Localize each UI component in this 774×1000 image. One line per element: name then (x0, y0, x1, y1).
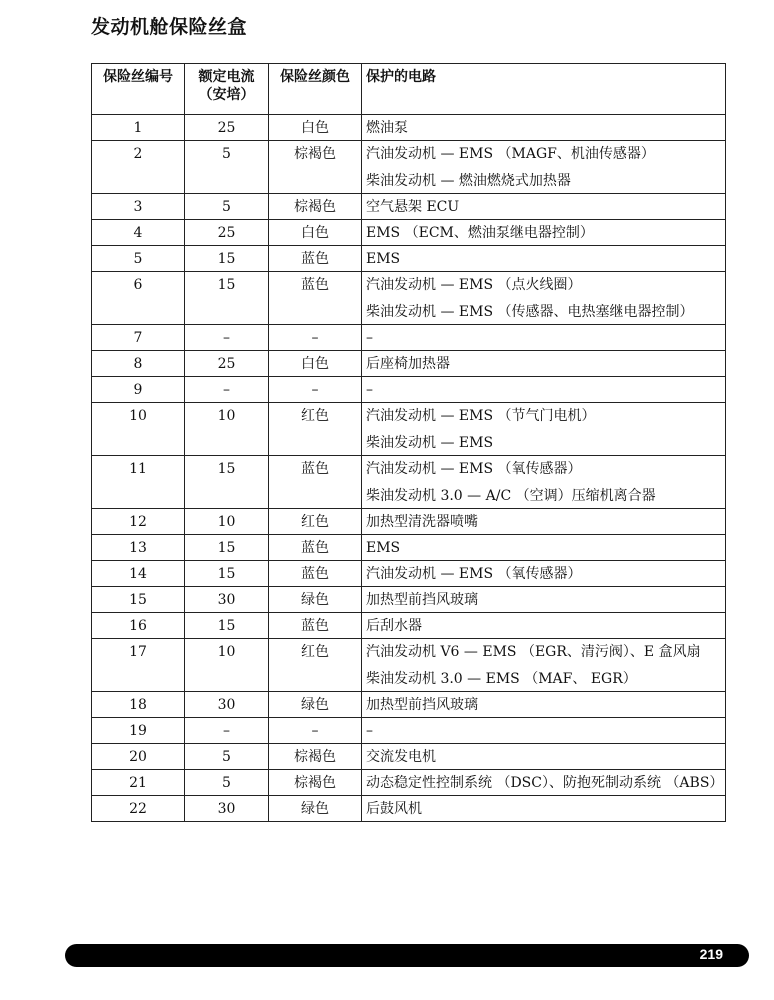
fuse-number-cell: 9 (92, 377, 185, 403)
fuse-number-cell: 10 (92, 403, 185, 456)
fuse-number-cell: 18 (92, 692, 185, 718)
fuse-color-cell: 白色 (269, 351, 362, 377)
fuse-color-cell: 绿色 (269, 796, 362, 822)
table-row (92, 377, 726, 403)
circuit-line: 汽油发动机 — EMS （节气门电机） (366, 408, 596, 424)
fuse-number-cell: 8 (92, 351, 185, 377)
circuit-line: 汽油发动机 — EMS （MAGF、机油传感器） (366, 146, 655, 162)
circuit-line: 加热型清洗器喷嘴 (366, 514, 478, 530)
rating-cell: 15 (185, 246, 269, 272)
rating-cell: 5 (185, 194, 269, 220)
table-row (92, 456, 726, 509)
rating-cell: 5 (185, 141, 269, 194)
rating-cell: 30 (185, 587, 269, 613)
circuit-line: – (366, 382, 373, 398)
fuse-number-cell: 3 (92, 194, 185, 220)
fuse-number-cell: 4 (92, 220, 185, 246)
protected-circuit-cell (362, 770, 726, 796)
table-row (92, 272, 726, 325)
table-row (92, 561, 726, 587)
fuse-table (91, 63, 726, 822)
protected-circuit-cell (362, 377, 726, 403)
circuit-line: 柴油发动机 3.0 — EMS （MAF、 EGR） (366, 671, 637, 687)
circuit-line: 汽油发动机 — EMS （氧传感器） (366, 461, 582, 477)
fuse-color-cell: 红色 (269, 639, 362, 692)
table-row (92, 220, 726, 246)
protected-circuit-cell (362, 796, 726, 822)
rating-cell: – (185, 377, 269, 403)
circuit-line: 空气悬架 ECU (366, 199, 460, 215)
circuit-line: 汽油发动机 V6 — EMS （EGR、清污阀）、E 盒风扇 (366, 644, 701, 660)
fuse-number-cell: 11 (92, 456, 185, 509)
circuit-line: – (366, 723, 373, 739)
protected-circuit-cell (362, 744, 726, 770)
fuse-table-body (92, 115, 726, 822)
circuit-line: 汽油发动机 — EMS （点火线圈） (366, 277, 582, 293)
table-row (92, 325, 726, 351)
fuse-number-cell: 14 (92, 561, 185, 587)
fuse-number-cell: 20 (92, 744, 185, 770)
fuse-number-cell: 21 (92, 770, 185, 796)
fuse-color-cell: 绿色 (269, 692, 362, 718)
rating-cell: 25 (185, 220, 269, 246)
table-row (92, 796, 726, 822)
circuit-line: 燃油泵 (366, 120, 408, 136)
rating-cell: 10 (185, 403, 269, 456)
protected-circuit-cell (362, 115, 726, 141)
circuit-line: 动态稳定性控制系统 （DSC）、防抱死制动系统 （ABS） (366, 775, 724, 791)
fuse-color-cell: 绿色 (269, 587, 362, 613)
fuse-color-cell: 蓝色 (269, 561, 362, 587)
circuit-line: 交流发电机 (366, 749, 436, 765)
table-row (92, 770, 726, 796)
circuit-line: 后座椅加热器 (366, 356, 450, 372)
fuse-color-cell: 白色 (269, 220, 362, 246)
protected-circuit-cell (362, 456, 726, 509)
rating-cell: 15 (185, 456, 269, 509)
circuit-line: 柴油发动机 3.0 — A/C （空调）压缩机离合器 (366, 488, 656, 504)
rating-cell: 15 (185, 535, 269, 561)
fuse-number-cell: 12 (92, 509, 185, 535)
header-rating: 额定电流 （安培） (185, 64, 269, 115)
fuse-number-cell: 13 (92, 535, 185, 561)
fuse-color-cell: 红色 (269, 509, 362, 535)
fuse-color-cell: 棕褐色 (269, 770, 362, 796)
table-row (92, 351, 726, 377)
rating-cell: 25 (185, 115, 269, 141)
circuit-line: – (366, 330, 373, 346)
rating-cell: 30 (185, 796, 269, 822)
table-row (92, 141, 726, 194)
page-title: 发动机舱保险丝盒 (91, 16, 248, 38)
fuse-color-cell: 棕褐色 (269, 194, 362, 220)
protected-circuit-cell (362, 220, 726, 246)
table-header-row (92, 64, 726, 115)
fuse-color-cell: 蓝色 (269, 246, 362, 272)
circuit-line: 加热型前挡风玻璃 (366, 592, 478, 608)
fuse-color-cell: – (269, 325, 362, 351)
fuse-color-cell: 棕褐色 (269, 141, 362, 194)
protected-circuit-cell (362, 587, 726, 613)
circuit-line: 汽油发动机 — EMS （氧传感器） (366, 566, 582, 582)
fuse-number-cell: 16 (92, 613, 185, 639)
circuit-line: 柴油发动机 — EMS （传感器、电热塞继电器控制） (366, 304, 694, 320)
table-row (92, 115, 726, 141)
rating-cell: 25 (185, 351, 269, 377)
fuse-color-cell: 蓝色 (269, 613, 362, 639)
header-fuse-color: 保险丝颜色 (269, 64, 362, 115)
header-protected-circuit: 保护的电路 (362, 64, 726, 115)
fuse-color-cell: 蓝色 (269, 535, 362, 561)
rating-cell: – (185, 325, 269, 351)
table-row (92, 692, 726, 718)
protected-circuit-cell (362, 718, 726, 744)
rating-cell: – (185, 718, 269, 744)
protected-circuit-cell (362, 272, 726, 325)
table-row (92, 613, 726, 639)
fuse-number-cell: 22 (92, 796, 185, 822)
rating-cell: 15 (185, 272, 269, 325)
protected-circuit-cell (362, 561, 726, 587)
protected-circuit-cell (362, 613, 726, 639)
table-row (92, 509, 726, 535)
table-row (92, 403, 726, 456)
rating-cell: 5 (185, 744, 269, 770)
rating-cell: 5 (185, 770, 269, 796)
table-row (92, 535, 726, 561)
fuse-color-cell: 棕褐色 (269, 744, 362, 770)
protected-circuit-cell (362, 325, 726, 351)
protected-circuit-cell (362, 351, 726, 377)
fuse-color-cell: 蓝色 (269, 456, 362, 509)
fuse-color-cell: 蓝色 (269, 272, 362, 325)
protected-circuit-cell (362, 194, 726, 220)
header-fuse-number: 保险丝编号 (92, 64, 185, 115)
circuit-line: 后刮水器 (366, 618, 422, 634)
fuse-number-cell: 5 (92, 246, 185, 272)
table-row (92, 718, 726, 744)
circuit-line: EMS (366, 540, 401, 556)
protected-circuit-cell (362, 535, 726, 561)
rating-cell: 15 (185, 561, 269, 587)
protected-circuit-cell (362, 692, 726, 718)
circuit-line: EMS （ECM、燃油泵继电器控制） (366, 225, 594, 241)
protected-circuit-cell (362, 509, 726, 535)
table-row (92, 744, 726, 770)
fuse-color-cell: – (269, 718, 362, 744)
circuit-line: 后鼓风机 (366, 801, 422, 817)
fuse-number-cell: 17 (92, 639, 185, 692)
fuse-number-cell: 6 (92, 272, 185, 325)
fuse-number-cell: 15 (92, 587, 185, 613)
page-number: 219 (699, 946, 723, 962)
protected-circuit-cell (362, 639, 726, 692)
rating-cell: 10 (185, 639, 269, 692)
fuse-number-cell: 2 (92, 141, 185, 194)
circuit-line: EMS (366, 251, 401, 267)
fuse-color-cell: 红色 (269, 403, 362, 456)
protected-circuit-cell (362, 403, 726, 456)
protected-circuit-cell (362, 141, 726, 194)
circuit-line: 柴油发动机 — EMS (366, 435, 494, 451)
footer-bar (65, 944, 749, 967)
protected-circuit-cell (362, 246, 726, 272)
rating-cell: 30 (185, 692, 269, 718)
fuse-number-cell: 19 (92, 718, 185, 744)
fuse-color-cell: – (269, 377, 362, 403)
circuit-line: 柴油发动机 — 燃油燃烧式加热器 (366, 173, 571, 189)
fuse-number-cell: 1 (92, 115, 185, 141)
circuit-line: 加热型前挡风玻璃 (366, 697, 478, 713)
fuse-color-cell: 白色 (269, 115, 362, 141)
table-row (92, 246, 726, 272)
table-row (92, 639, 726, 692)
table-row (92, 194, 726, 220)
rating-cell: 15 (185, 613, 269, 639)
table-row (92, 587, 726, 613)
rating-cell: 10 (185, 509, 269, 535)
fuse-number-cell: 7 (92, 325, 185, 351)
